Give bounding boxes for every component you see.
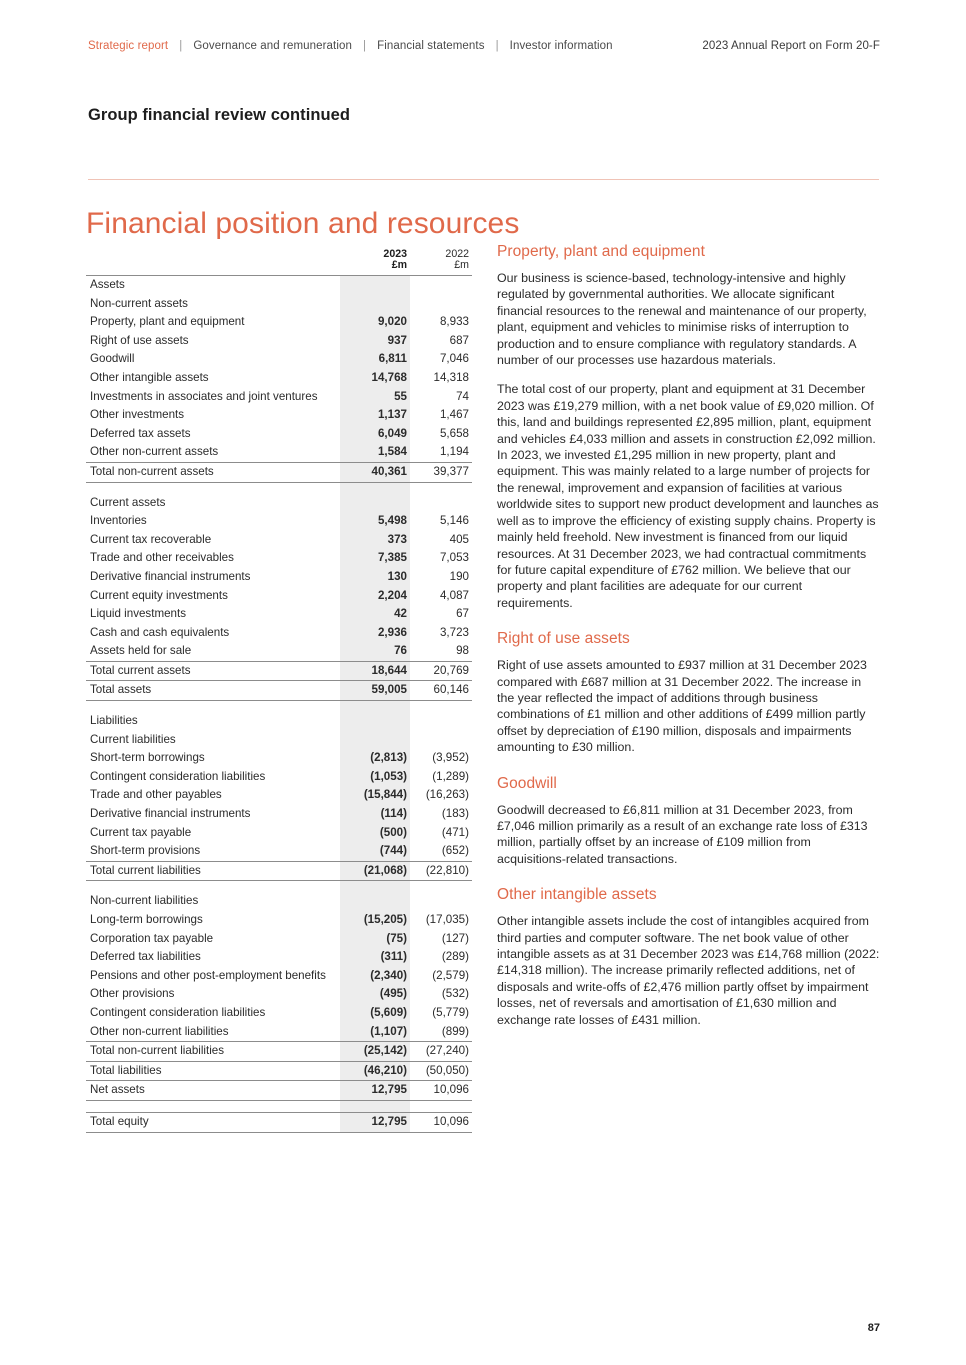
cell-value-2022: (183) [441, 807, 469, 821]
cell-value-2022: 5,146 [439, 514, 469, 528]
cell-value-2022: (27,240) [410, 1042, 472, 1062]
cell-value-2023: (15,205) [340, 911, 410, 930]
table-section-heading-row [86, 892, 472, 911]
body-paragraph: Other intangible assets include the cost of intangibles acquired from third parties and computer software. The net book value of other intangible assets as at 31 December 2023 was £14,768 million (2022: £14,318 million). The increase primarily reflected additions, net of disposals and write-offs of £2,476 million partly offset by impairment losses, net of reversals and amortisation of £1,630 million and exchange rate losses of £431 million. [497, 914, 880, 1027]
table-row [86, 911, 472, 930]
commentary-column [497, 243, 881, 1028]
cell-value-2023: 18,644 [340, 661, 410, 681]
section-heading-goodwill: Goodwill [497, 774, 557, 792]
table-total-row [86, 462, 472, 482]
table-row [86, 531, 472, 550]
table-row [86, 967, 472, 986]
cell-value-2022: 7,046 [439, 352, 469, 366]
row-label: Total equity [86, 1112, 340, 1132]
cell-value-2022: (652) [441, 844, 469, 858]
title-divider [88, 179, 879, 180]
cell-value-2023: 130 [340, 568, 410, 587]
row-label: Other non-current assets [90, 445, 219, 459]
cell-value-2023: 1,584 [340, 443, 410, 462]
table-row [86, 406, 472, 425]
column-header-year: 2022 [445, 247, 469, 260]
row-label: Investments in associates and joint ventures [90, 389, 318, 403]
cell-value-2023: (2,813) [340, 749, 410, 768]
table-row [86, 824, 472, 843]
row-label: Total current assets [86, 661, 340, 681]
table-header [86, 243, 472, 276]
table-row [86, 369, 472, 388]
table-section-heading-row [86, 295, 472, 314]
cell-value-2022: (22,810) [410, 861, 472, 881]
cell-value-2023: (15,844) [340, 786, 410, 805]
cell-value-2023: (1,107) [340, 1023, 410, 1042]
nav-separator: | [495, 40, 499, 52]
row-label: Property, plant and equipment [90, 315, 245, 329]
cell-value-2023: (1,053) [340, 768, 410, 787]
row-label: Current tax recoverable [90, 532, 212, 546]
row-label: Cash and cash equivalents [90, 625, 230, 639]
cell-value-2022: 3,723 [439, 625, 469, 639]
row-label: Corporation tax payable [90, 931, 214, 945]
section-heading-right-of-use-assets: Right of use assets [497, 630, 630, 648]
table-row [86, 749, 472, 768]
cell-value-2023 [340, 881, 410, 893]
cell-value-2022 [410, 295, 472, 314]
cell-value-2022: 14,318 [433, 370, 469, 384]
table-row [86, 568, 472, 587]
cell-value-2023 [340, 494, 410, 513]
cell-value-2022: (3,952) [432, 751, 469, 765]
row-label: Inventories [90, 514, 147, 528]
cell-value-2023: (5,609) [340, 1004, 410, 1023]
cell-value-2023: 40,361 [340, 462, 410, 482]
cell-value-2022: (289) [441, 950, 469, 964]
table-total-row [86, 861, 472, 881]
cell-value-2023: 7,385 [340, 549, 410, 568]
nav-separator: | [179, 40, 183, 52]
cell-value-2023: 55 [340, 388, 410, 407]
cell-value-2022 [410, 701, 472, 713]
cell-value-2023: 6,049 [340, 425, 410, 444]
balance-sheet-table-wrapper [86, 243, 472, 1133]
row-label: Short-term provisions [90, 844, 201, 858]
cell-value-2023 [340, 701, 410, 713]
row-label: Derivative financial instruments [90, 807, 251, 821]
row-label: Total liabilities [86, 1061, 340, 1081]
row-label: Deferred tax liabilities [90, 950, 201, 964]
table-row [86, 549, 472, 568]
cell-value-2023: 1,137 [340, 406, 410, 425]
nav-item-investor-information[interactable]: Investor information [509, 40, 613, 52]
nav-separator: | [363, 40, 367, 52]
row-label: Trade and other receivables [90, 551, 234, 565]
page-number: 87 [867, 1322, 880, 1334]
cell-value-2022 [410, 712, 472, 731]
table-row [86, 985, 472, 1004]
table-row [86, 786, 472, 805]
row-label: Trade and other payables [90, 788, 222, 802]
table-row [86, 1023, 472, 1042]
row-label: Liquid investments [90, 607, 187, 621]
row-label [86, 701, 340, 713]
table-row [86, 624, 472, 643]
cell-value-2022: 20,769 [410, 661, 472, 681]
row-label: Current assets [90, 495, 166, 509]
cell-value-2023: 9,020 [340, 313, 410, 332]
column-header-unit: £m [454, 259, 469, 272]
table-spacer-row [86, 1100, 472, 1112]
cell-value-2022: 4,087 [439, 588, 469, 602]
cell-value-2023: (311) [340, 948, 410, 967]
cell-value-2022: 39,377 [410, 462, 472, 482]
cell-value-2022 [410, 731, 472, 750]
cell-value-2022: 1,194 [439, 445, 469, 459]
cell-value-2022: 60,146 [410, 681, 472, 701]
cell-value-2023: 12,795 [340, 1112, 410, 1132]
cell-value-2022 [410, 276, 472, 295]
row-label: Net assets [86, 1081, 340, 1101]
cell-value-2022 [410, 494, 472, 513]
row-label: Total non-current liabilities [86, 1042, 340, 1062]
cell-value-2022: (1,289) [432, 769, 469, 783]
cell-value-2022 [410, 1100, 472, 1112]
cell-value-2022: 10,096 [410, 1112, 472, 1132]
cell-value-2022: (127) [441, 931, 469, 945]
body-paragraph: Right of use assets amounted to £937 million at 31 December 2023 compared with £687 million at 31 December 2022. The increase in the year reflected the impact of additions through business combinations of £1 million and other additions of £499 million partly offset by depreciation of £190 million, disposals and impairments amounting to £30 million. [497, 658, 867, 755]
cell-value-2022: (2,579) [432, 968, 469, 982]
cell-value-2023: 2,204 [340, 587, 410, 606]
cell-value-2023 [340, 731, 410, 750]
cell-value-2022: 687 [449, 333, 469, 347]
cell-value-2022: (5,779) [432, 1005, 469, 1019]
cell-value-2022: (532) [441, 987, 469, 1001]
cell-value-2022: 8,933 [439, 315, 469, 329]
row-label: Assets held for sale [90, 644, 192, 658]
cell-value-2022: 67 [456, 607, 469, 621]
row-label: Other intangible assets [90, 370, 209, 384]
row-label [86, 881, 340, 893]
row-label: Right of use assets [90, 333, 189, 347]
body-paragraph: The total cost of our property, plant and equipment at 31 December 2023 was £19,279 million, with a net book value of £9,020 million. Of this, land and buildings represented £2,895 million, plant, equipment and vehicles £4,033 million and assets in construction £2,092 million. In 2023, we invested £1,295 million in new property, plant and equipment. This was mainly related to a large number of projects for the renewal, improvement and expansion of facilities at various worldwide sites to support new product development and launches as well as to improve the efficiency of existing supply chains. Property is mainly held freehold. New investment is financed from our liquid resources. At 31 December 2023, we had contractual commitments for future capital expenditure of £762 million. We believe that our property and plant facilities are adequate for our current requirements. [497, 382, 879, 610]
cell-value-2022 [410, 482, 472, 494]
cell-value-2023: (500) [340, 824, 410, 843]
table-total-row [86, 681, 472, 701]
cell-value-2022: 98 [456, 644, 469, 658]
row-label: Non-current assets [90, 296, 188, 310]
table-row [86, 642, 472, 661]
table-header-row [86, 243, 472, 276]
cell-value-2022: 10,096 [410, 1081, 472, 1101]
row-label: Current equity investments [90, 588, 228, 602]
cell-value-2022: (16,263) [425, 788, 469, 802]
cell-value-2023: (744) [340, 842, 410, 861]
body-paragraph: Our business is science-based, technology-intensive and highly regulated by governmental authorities. We allocate significant financial resources to the renewal and maintenance of our property, plant, equipment and vehicles to minimise risks of interruption to production and to ensure compliance with regulatory standards. A number of our processes use hazardous materials. [497, 271, 867, 368]
cell-value-2022: 1,467 [439, 408, 469, 422]
column-header-2023 [340, 243, 410, 276]
table-spacer-row [86, 701, 472, 713]
cell-value-2023: (25,142) [340, 1042, 410, 1062]
table-row [86, 605, 472, 624]
cell-value-2023: (75) [340, 930, 410, 949]
cell-value-2023: 2,936 [340, 624, 410, 643]
cell-value-2023: 42 [340, 605, 410, 624]
row-label: Total non-current assets [86, 462, 340, 482]
cell-value-2023: 5,498 [340, 512, 410, 531]
row-label: Contingent consideration liabilities [90, 769, 266, 783]
row-label: Other investments [90, 408, 185, 422]
cell-value-2023 [340, 276, 410, 295]
report-title-label: 2023 Annual Report on Form 20-F [702, 40, 880, 52]
cell-value-2022: (899) [441, 1024, 469, 1038]
cell-value-2023 [340, 712, 410, 731]
body-paragraph: Goodwill decreased to £6,811 million at 31 December 2023, from £7,046 million primarily as a result of an exchange rate loss of £313 million, partially offset by an increase of £109 million from acquisitions-related transactions. [497, 802, 868, 866]
cell-value-2023: 937 [340, 332, 410, 351]
table-body [86, 276, 472, 1133]
nav-item-strategic-report[interactable]: Strategic report [88, 40, 169, 52]
row-label: Liabilities [90, 714, 138, 728]
row-label: Current tax payable [90, 825, 192, 839]
table-total-row [86, 1061, 472, 1081]
cell-value-2023: (2,340) [340, 967, 410, 986]
table-row [86, 443, 472, 462]
table-row [86, 313, 472, 332]
cell-value-2022 [410, 881, 472, 893]
row-label: Pensions and other post-employment benefits [90, 968, 326, 982]
cell-value-2023: (495) [340, 985, 410, 1004]
table-row [86, 425, 472, 444]
row-label: Contingent consideration liabilities [90, 1005, 266, 1019]
row-label [86, 482, 340, 494]
column-header-year: 2023 [383, 247, 407, 260]
table-row [86, 350, 472, 369]
page-title: Financial position and resources [86, 207, 520, 241]
row-label: Other non-current liabilities [90, 1024, 229, 1038]
table-row [86, 930, 472, 949]
table-row [86, 805, 472, 824]
cell-value-2022: 74 [456, 389, 469, 403]
row-label: Current liabilities [90, 732, 176, 746]
row-label: Total current liabilities [86, 861, 340, 881]
table-row [86, 388, 472, 407]
table-section-heading-row [86, 731, 472, 750]
cell-value-2022: 405 [449, 532, 469, 546]
cell-value-2023: 12,795 [340, 1081, 410, 1101]
table-row [86, 948, 472, 967]
cell-value-2023 [340, 482, 410, 494]
table-section-heading-row [86, 494, 472, 513]
table-section-heading-row [86, 712, 472, 731]
table-row [86, 587, 472, 606]
cell-value-2023 [340, 295, 410, 314]
row-label: Goodwill [90, 352, 135, 366]
cell-value-2023: (21,068) [340, 861, 410, 881]
section-heading-property-plant-and-equipment: Property, plant and equipment [497, 243, 705, 260]
cell-value-2023 [340, 892, 410, 911]
cell-value-2022: (17,035) [425, 913, 469, 926]
table-total-row [86, 1042, 472, 1062]
table-spacer-row [86, 482, 472, 494]
section-heading-other-intangible-assets: Other intangible assets [497, 886, 657, 904]
table-section-heading-row [86, 276, 472, 295]
table-total-row [86, 1081, 472, 1101]
table-header-blank [86, 243, 340, 276]
cell-value-2023: (114) [340, 805, 410, 824]
cell-value-2023: 6,811 [340, 350, 410, 369]
row-label: Deferred tax assets [90, 426, 191, 440]
row-label: Non-current liabilities [90, 894, 199, 908]
cell-value-2023: 373 [340, 531, 410, 550]
cell-value-2023: 59,005 [340, 681, 410, 701]
cell-value-2022: 190 [449, 569, 469, 583]
table-spacer-row [86, 881, 472, 893]
row-label: Assets [86, 276, 340, 295]
column-header-unit: £m [391, 259, 407, 272]
row-label: Other provisions [90, 987, 175, 1001]
table-row [86, 768, 472, 787]
cell-value-2022: 7,053 [439, 551, 469, 565]
table-row [86, 512, 472, 531]
cell-value-2022 [410, 892, 472, 911]
cell-value-2022: 5,658 [439, 426, 469, 440]
table-row [86, 332, 472, 351]
cell-value-2023 [340, 1100, 410, 1112]
cell-value-2023: 76 [340, 642, 410, 661]
cell-value-2022: (50,050) [410, 1061, 472, 1081]
nav-item-governance-and-remuneration[interactable]: Governance and remuneration [193, 40, 352, 52]
table-total-row [86, 1112, 472, 1132]
cell-value-2022: (471) [441, 825, 469, 839]
nav-item-financial-statements[interactable]: Financial statements [377, 40, 485, 52]
cell-value-2023: (46,210) [340, 1061, 410, 1081]
row-label: Short-term borrowings [90, 751, 205, 765]
table-row [86, 1004, 472, 1023]
column-header-2022 [410, 243, 472, 276]
table-total-row [86, 661, 472, 681]
row-label [86, 1100, 340, 1112]
balance-sheet-table [86, 243, 472, 1133]
cell-value-2023: 14,768 [340, 369, 410, 388]
row-label: Long-term borrowings [90, 913, 203, 926]
top-navigation [88, 40, 880, 52]
table-row [86, 842, 472, 861]
row-label: Derivative financial instruments [90, 569, 251, 583]
running-head: Group financial review continued [88, 106, 350, 124]
row-label: Total assets [86, 681, 340, 701]
